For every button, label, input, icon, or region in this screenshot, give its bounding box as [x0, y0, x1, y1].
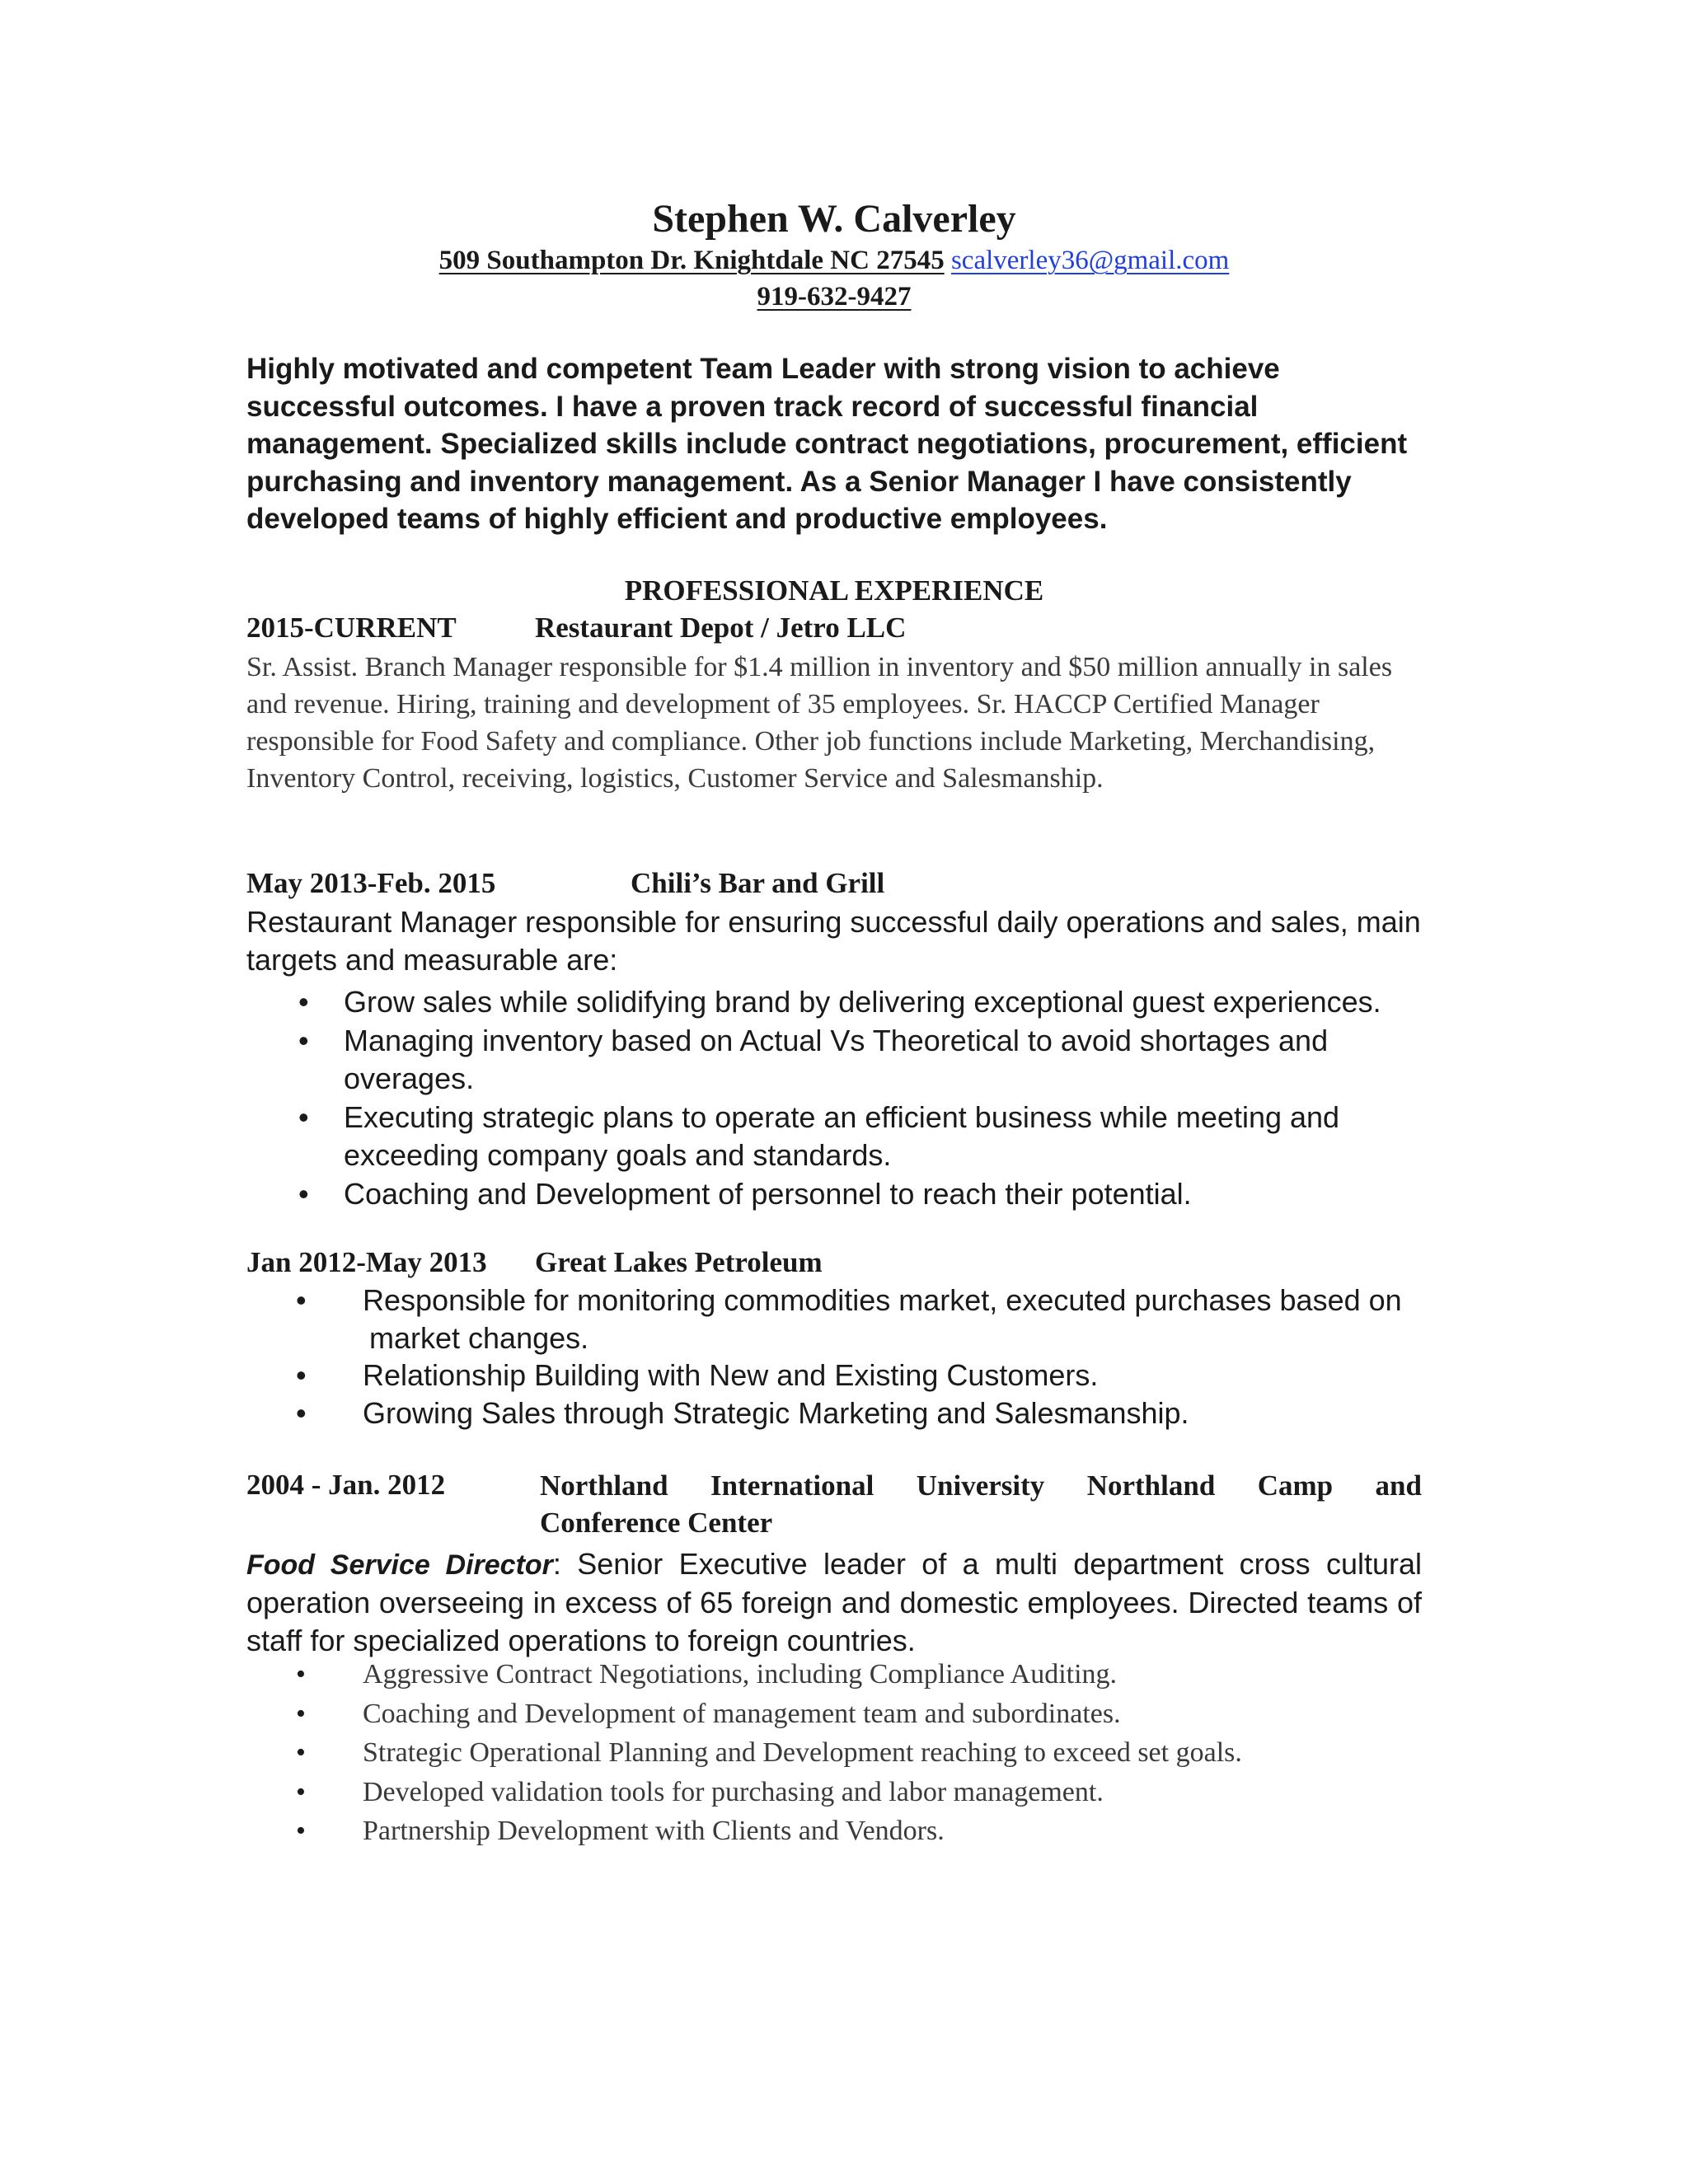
list-item: • Grow sales while solidifying brand by delivering exceptional guest experiences. [246, 983, 1433, 1022]
job-description: Restaurant Manager responsible for ensuring successful daily operations and sales, main targets and measurable are: [246, 905, 1421, 977]
job-dates: 2004 - Jan. 2012 [246, 1469, 446, 1501]
bullet-icon: • [296, 1737, 306, 1768]
bullet-icon: • [298, 1176, 309, 1211]
list-item: • Partnership Development with Clients and Vendors. [246, 1811, 1433, 1851]
resume-header [0, 196, 1668, 315]
list-item: market changes. [369, 1320, 589, 1355]
company-line-2: Conference Center [540, 1507, 773, 1539]
bullet-icon: • [296, 1395, 307, 1430]
job-role: Food Service Director [246, 1549, 553, 1581]
job-dates: 2015-CURRENT [246, 612, 457, 644]
company-line-1: Northland International University Northland Camp and [540, 1469, 1422, 1502]
list-item: • Growing Sales through Strategic Marketing and Salesmanship. [246, 1394, 1433, 1432]
candidate-name: Stephen W. Calverley [652, 197, 1016, 241]
job-dates: Jan 2012-May 2013 [246, 1246, 487, 1278]
list-item: • Managing inventory based on Actual Vs Theoretical to avoid shortages and overages. [298, 1023, 1329, 1095]
list-item: • Executing strategic plans to operate an efficient business while meeting and exceeding company goals and standards. [298, 1099, 1340, 1172]
job-company: Chili’s Bar and Grill [631, 867, 885, 899]
professional-summary: Highly motivated and competent Team Leader with strong vision to achieve successful outcomes. I have a proven track record of successful financial management. Specialized skills include contract negotiations, procurement, efficient purchasing and inventory management. As a Senior Manager I have consistently developed teams of highly efficient and productive employees. [246, 353, 1408, 535]
job-bullet-list [246, 983, 1433, 1213]
list-item: • Strategic Operational Planning and Development reaching to exceed set goals. [246, 1733, 1433, 1773]
bullet-icon: • [298, 1023, 309, 1057]
list-item: • Aggressive Contract Negotiations, including Compliance Auditing. [246, 1655, 1433, 1694]
email-link[interactable]: scalverley36@gmail.com [950, 246, 1230, 275]
job-bullet-list [246, 1282, 1433, 1432]
job-company [540, 1467, 1422, 1541]
phone-number: 919-632-9427 [757, 282, 912, 312]
job-description: Food Service Director: Senior Executive leader of a multi department cross cultural operation overseeing in excess of 65 foreign and domestic employees. Directed teams of staff for specialized operations to foreign countries. [246, 1547, 1422, 1657]
bullet-icon: • [296, 1358, 307, 1392]
list-item: • Coaching and Development of management team and subordinates. [246, 1694, 1433, 1734]
mailing-address: 509 Southampton Dr. Knightdale NC 27545 [438, 246, 945, 275]
list-item: • Developed validation tools for purchasing and labor management. [246, 1773, 1433, 1812]
bullet-icon: • [298, 985, 309, 1019]
phone-line [0, 279, 1668, 315]
bullet-icon: • [296, 1283, 307, 1317]
job-bullet-list [246, 1655, 1433, 1851]
job-description: Sr. Assist. Branch Manager responsible for $1.4 million in inventory and $50 million annually in sales and revenue. Hiring, training and development of 35 employees. Sr. HACCP Certified Manager responsible for Food Safety and compliance. Other job functions include Marketing, Merchandising, Inventory Control, receiving, logistics, Customer Service and Salesmanship. [246, 652, 1393, 794]
list-item: • Coaching and Development of personnel to reach their potential. [246, 1175, 1433, 1214]
bullet-icon: • [296, 1659, 306, 1690]
job-company: Restaurant Depot / Jetro LLC [535, 612, 907, 644]
bullet-icon: • [296, 1698, 306, 1729]
list-item: • Responsible for monitoring commodities market, executed purchases based on [246, 1282, 1433, 1319]
job-company: Great Lakes Petroleum [535, 1246, 823, 1278]
list-item: • Relationship Building with New and Existing Customers. [246, 1357, 1433, 1394]
bullet-icon: • [298, 1099, 309, 1134]
job-dates: May 2013-Feb. 2015 [246, 867, 496, 899]
contact-line [0, 242, 1668, 279]
bullet-icon: • [296, 1816, 306, 1846]
section-title: PROFESSIONAL EXPERIENCE [624, 574, 1044, 607]
bullet-icon: • [296, 1776, 306, 1807]
